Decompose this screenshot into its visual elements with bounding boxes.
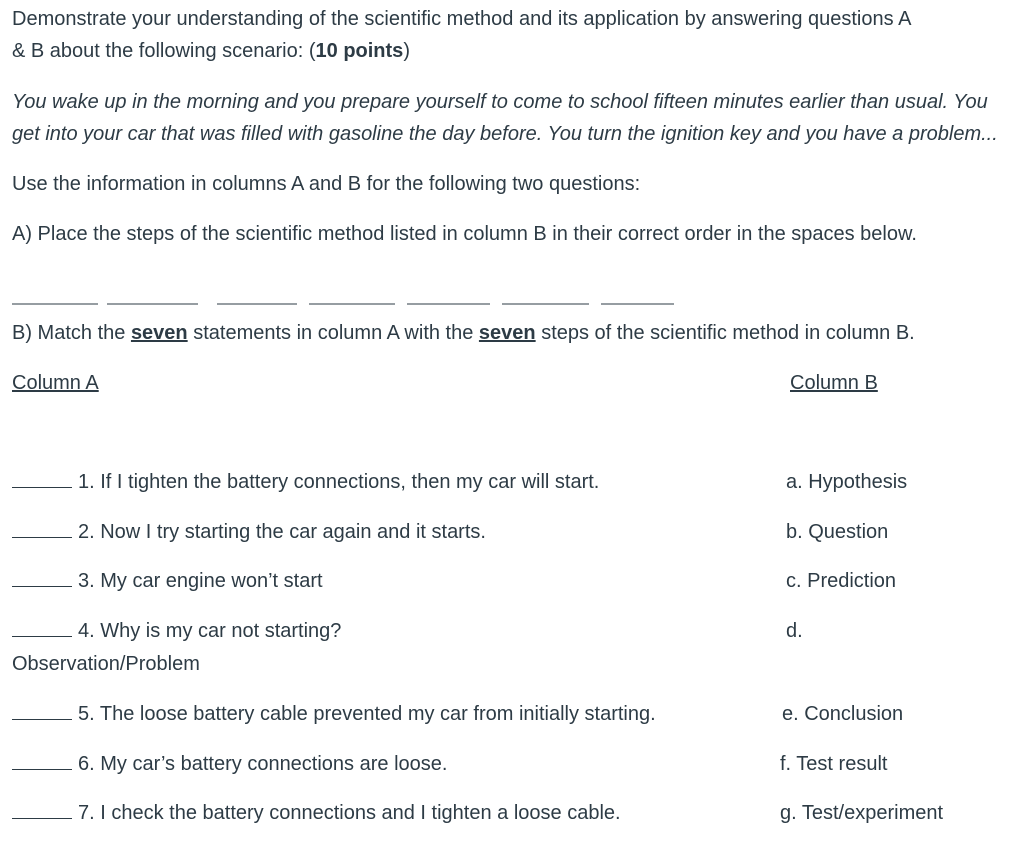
use-info-text: Use the information in columns A and B for the following two questions: (12, 173, 641, 195)
column-b-item: b. Question (786, 521, 889, 543)
points-label: 10 points (315, 40, 404, 62)
order-blanks-lines (12, 301, 682, 307)
intro-line-2 (12, 35, 410, 67)
column-a-statement: 3. My car engine won’t start (78, 570, 323, 592)
list-item (12, 466, 599, 498)
question-b-middle: statements in column A with the (187, 322, 479, 344)
answer-blank[interactable] (12, 585, 72, 587)
column-a-statement: 1. If I tighten the battery connections, then my car will start. (78, 471, 600, 493)
answer-blank[interactable] (12, 635, 72, 637)
column-a-statement: 2. Now I try starting the car again and it starts. (78, 521, 486, 543)
answer-blank[interactable] (12, 486, 72, 488)
column-b-item: g. Test/experiment (780, 802, 944, 824)
column-a-statement: 5. The loose battery cable prevented my car from initially starting. (78, 703, 656, 725)
question-b (12, 317, 915, 349)
intro-line-2-prefix: & B about the following scenario: ( (12, 40, 316, 62)
column-a-statement: 7. I check the battery connections and I tighten a loose cable. (78, 802, 621, 824)
list-item (12, 565, 323, 597)
scenario-line-2: get into your car that was filled with gasoline the day before. You turn the ignition key and you have a problem... (12, 123, 998, 145)
order-blanks[interactable] (12, 290, 682, 296)
answer-blank[interactable] (12, 817, 72, 819)
question-b-suffix: steps of the scientific method in column B. (535, 322, 915, 344)
list-item (12, 615, 341, 647)
scenario-line-1: You wake up in the morning and you prepare yourself to come to school fifteen minutes earlier than usual. You (12, 91, 988, 113)
intro-line-1: Demonstrate your understanding of the scientific method and its application by answering questions A (12, 8, 912, 30)
column-b-item: d. (786, 620, 803, 642)
question-b-emph-2: seven (478, 322, 536, 344)
column-b-item: f. Test result (780, 753, 888, 775)
column-b-header: Column B (790, 372, 878, 394)
list-item (12, 748, 447, 780)
question-b-prefix: B) Match the (12, 322, 131, 344)
column-b-item: c. Prediction (786, 570, 897, 592)
answer-blank[interactable] (12, 768, 72, 770)
question-b-emph-1: seven (130, 322, 188, 344)
answer-blank[interactable] (12, 718, 72, 720)
wrapped-b-label: Observation/Problem (12, 653, 200, 675)
column-b-item: e. Conclusion (782, 703, 904, 725)
column-b-item: a. Hypothesis (786, 471, 908, 493)
column-a-statement: 6. My car’s battery connections are loose. (78, 753, 448, 775)
list-item (12, 797, 621, 829)
column-a-header: Column A (12, 372, 99, 394)
list-item (12, 516, 486, 548)
intro-line-2-suffix: ) (403, 40, 410, 62)
answer-blank[interactable] (12, 536, 72, 538)
column-a-statement: 4. Why is my car not starting? (78, 620, 342, 642)
question-a: A) Place the steps of the scientific method listed in column B in their correct order in the spaces below. (12, 223, 917, 245)
list-item (12, 698, 656, 730)
